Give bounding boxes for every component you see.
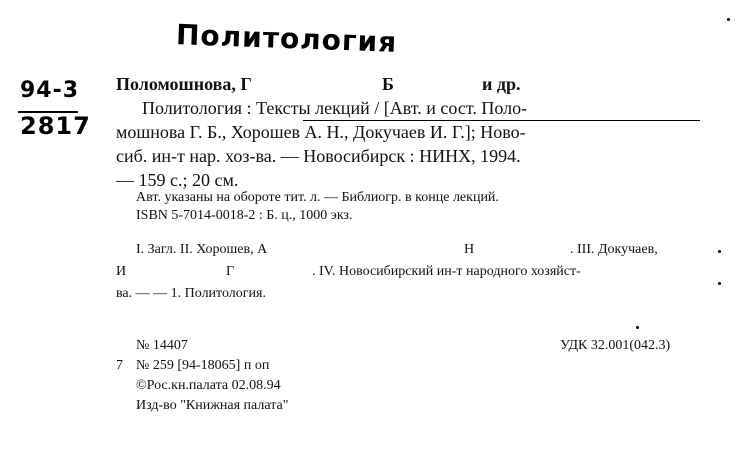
footer-number-2: № 259 [94-18065] п оп: [136, 358, 270, 373]
title-underline: [303, 120, 700, 121]
scan-speck: [718, 282, 721, 285]
footer-number-1: № 14407: [136, 338, 188, 353]
heading-et-al: и др.: [482, 74, 521, 94]
heading-author: Поломошнова, Г: [116, 74, 252, 94]
tracing-line-1-mid: Н: [464, 242, 475, 257]
tracing-line-2-start: И: [116, 264, 127, 279]
scan-speck: [636, 326, 639, 329]
body-line-1: Политология : Тексты лекций / [Авт. и сост. Поло-: [142, 98, 528, 118]
handwritten-subject: Политология: [175, 18, 398, 59]
tracing-line-1-start: I. Загл. II. Хорошев, А: [136, 242, 268, 257]
footer-copyright: ©Рос.кн.палата 02.08.94: [136, 378, 281, 393]
footer-prefix: 7: [116, 358, 123, 373]
notes-line-1: Авт. указаны на обороте тит. л. — Библиогр. в конце лекций.: [136, 190, 499, 205]
handwritten-shelf-mark-top: 94-3: [20, 78, 80, 103]
scan-speck: [718, 250, 721, 253]
footer-publisher: Изд-во "Книжная палата": [136, 398, 289, 413]
scan-speck: [727, 18, 730, 21]
handwritten-shelf-mark-bottom: 2817: [20, 112, 91, 140]
body-line-3: сиб. ин-т нар. хоз-ва. — Новосибирск : НИНХ, 1994.: [116, 146, 521, 166]
body-line-2: мошнова Г. Б., Хорошев А. Н., Докучаев И. Г.]; Ново-: [116, 122, 526, 142]
tracing-line-1-end: . III. Докучаев,: [570, 242, 658, 257]
tracing-line-2-mid: Г: [226, 264, 235, 279]
footer-udk: УДК 32.001(042.3): [560, 338, 671, 353]
tracing-line-3: ва. — — 1. Политология.: [116, 286, 266, 301]
tracing-line-2-end: . IV. Новосибирский ин-т народного хозяйст-: [312, 264, 581, 279]
body-line-4: — 159 с.; 20 см.: [116, 170, 239, 190]
notes-isbn: ISBN 5-7014-0018-2 : Б. ц., 1000 экз.: [136, 208, 353, 223]
heading-initial: Б: [382, 74, 394, 94]
